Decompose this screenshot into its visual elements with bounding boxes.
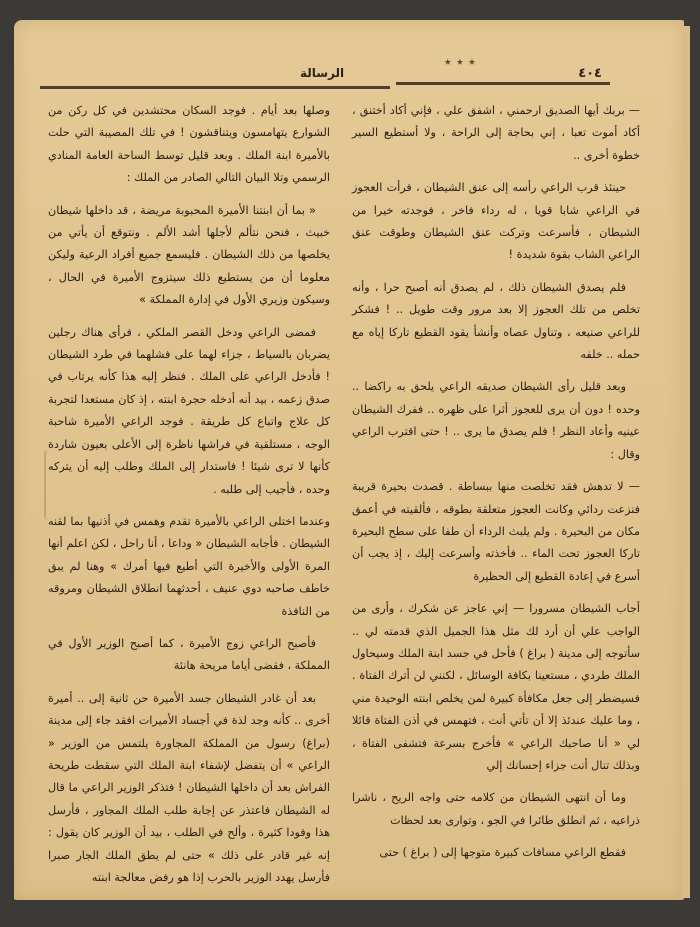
paragraph: أجاب الشيطان مسرورا — إني عاجز عن شكرك ، وأرى من الواجب علي أن أرد لك مثل هذا الجميل الذي قدمته لي .. سأتوجه إلى مدينة ( براغ ) فأحل في جسد ابنة الملك وسيحاول الملك طردي ، مستعينا بكافة الوسائل ، لكنني لن أترك الفتاة . فسيضطر إلى جعل مكافأة كبيرة لمن يخلص ابنته الوحيدة مني ، وما عليك عندئذ إلا أن تأتي أنت ، فتهمس في أذن الفتاة قائلا لي « أنا صاحبك الراعي » فأخرج بسرعة فتشفى الفتاة ، وبذلك تنال أنت جزاء إحسانك إلي xyxy=(352,602,640,772)
paragraph: وما أن انتهى الشيطان من كلامه حتى واجه الريح ، ناشرا ذراعيه ، ثم انطلق طائرا في الجو ، وتوارى بعد لحظات xyxy=(352,791,640,827)
royal-proclamation: « بما أن ابنتنا الأميرة المحبوبة مريضة ، قد داخلها شيطان خبيث ، فنحن نتألم لأجلها أشد الألم . ونتوقع أن يأتي من يخلصها من ذلك الشيطان . فليسمع جميع أفراد الرعية وليكن معلوما أن من يستطيع ذلك سيتزوج الأميرة في الحال ، وسيكون وزيري الأول في إدارة المملكة » xyxy=(48,203,330,307)
paragraph: — لا تدهش فقد تخلصت منها ببساطة . قصدت بحيرة قريبة فنزعت ردائي وكانت العجوز متعلقة بطوقه ، فألقيته في أعمق مكان من البحيرة . ولم يلبث الرداء أن طفا على سطح البحيرة تاركا العجوز تحت الماء .. فأخذته وأسرعت إليك ، إذ يجب أن أسرع في إعادة القطيع إلى الحظيرة xyxy=(352,480,640,583)
paragraph: فمضى الراعي ودخل القصر الملكي ، فرأى هناك رجلين يضربان بالسياط ، جزاء لهما على فشلهما في طرد الشيطان ! فأدخل الراعي على الملك . فنظر إليه هذا كأنه يرتاب في صدق زعمه ، بيد أنه أدخله حجرة ابنته ، إذ كان مستعدا لتجربة كل علاج واتباع كل طريقة . فوجد الراعي الأميرة شاحبة الوجه ، مستلقية في فراشها ناظرة إلى الأعلى بعيون شاردة كأنها لا ترى شيئا ! فاستدار إلى الملك وطلب إليه أن يتركه وحده ، فأجيب إلى طلبه . xyxy=(48,325,330,496)
paragraph: فلم يصدق الشيطان ذلك ، لم يصدق أنه أصبح حرا ، وأنه تخلص من تلك العجوز إلا بعد مرور وقت طويل .. ! فشكر للراعي صنيعه ، وتناول عصاه وأنشأ يقود القطيع تاركا إياه مع حمله .. خلفه xyxy=(352,280,640,362)
paragraph: وعندما اختلى الراعي بالأميرة تقدم وهمس في أذنيها بما لقنه الشيطان . فأجابه الشيطان « وداعا ، أنا راحل ، لكن اعلم أنها المرة الأولى والأخيرة التي أطيع فيها أمرك » وهنا لم يبق خاطف صاحبه دوي عنيف ، أحدثهما انطلاق الشيطان ومروقه من النافذة xyxy=(48,514,330,618)
paragraph: فقطع الراعي مسافات كبيرة متوجها إلى ( براغ ) حتى xyxy=(379,846,626,860)
header-ornament: ٭ ٭ ٭ xyxy=(444,54,476,70)
paragraph: فأصبح الراعي زوج الأميرة ، كما أصبح الوزير الأول في المملكة ، فقضى أياما مريحة هانئة xyxy=(48,636,330,673)
page-header xyxy=(40,66,610,90)
paragraph: — بربك أيها الصديق ارحمني ، اشفق علي ، فإني أكاد أختنق ، أكاد أموت تعبا ، إني بحاجة إلى الراحة ، ولا أستطيع السير خطوة أخرى .. xyxy=(352,104,640,162)
page-number: ٤٠٤ xyxy=(578,66,602,81)
paragraph: وبعد قليل رأى الشيطان صديقه الراعي يلحق به راكضا .. وحده ! دون أن يرى للعجوز أثرا على ظهره .. ففرك الشيطان عينيه وأعاد النظر ! فلم يصدق ما يرى .. ! حتى اقترب الراعي وقال : xyxy=(352,380,640,461)
left-column xyxy=(48,100,330,899)
paragraph: حينئذ قرب الراعي رأسه إلى عنق الشيطان ، فرأت العجوز في الراعي شابا قويا ، له رداء فاخر ، فوجدته خيرا من الشيطان ، فأسرعت وتركت عنق الشيطان وطوقت عنق الراعي الشاب بقوة شديدة ! xyxy=(352,181,640,262)
right-column xyxy=(352,100,640,875)
header-rule-left xyxy=(40,86,390,89)
paragraph: وصلها بعد أيام . فوجد السكان محتشدين في كل ركن من الشوارع يتهامسون ويتناقشون ! في تلك المصيبة التي حلت بالأميرة ابنة الملك . وبعد قليل توسط الساحة العامة المنادي الرسمي وتلا البيان التالي الصادر من الملك : xyxy=(48,104,330,185)
header-rule-right xyxy=(396,82,610,85)
paragraph: بعد أن غادر الشيطان جسد الأميرة حن ثانية إلى .. أميرة أخرى .. كأنه وجد لذة في أجساد الأميرات افقد جاء إلى مدينة (براغ) رسول من المملكة المجاورة يلتمس من الوزير « الراعي » أن يتفضل لإشفاء ابنة الملك التي سقطت طريحة الفراش بعد أن داخلها الشيطان ! فتذكر الوزير الراعي ما قال له الشيطان فاعتذر عن إجابة طلب الملك المجاور ، فأرسل هذا وفودا كثيرة ، وألح في الطلب ، بيد أن الوزير كان يقول : إنه غير قادر على ذلك » حتى لم يطق الملك الجار صبرا فأرسل يهدد الوزير بالحرب إذا هو رفض معالجة ابنته xyxy=(48,691,330,884)
running-title: الرسالة xyxy=(300,66,345,80)
